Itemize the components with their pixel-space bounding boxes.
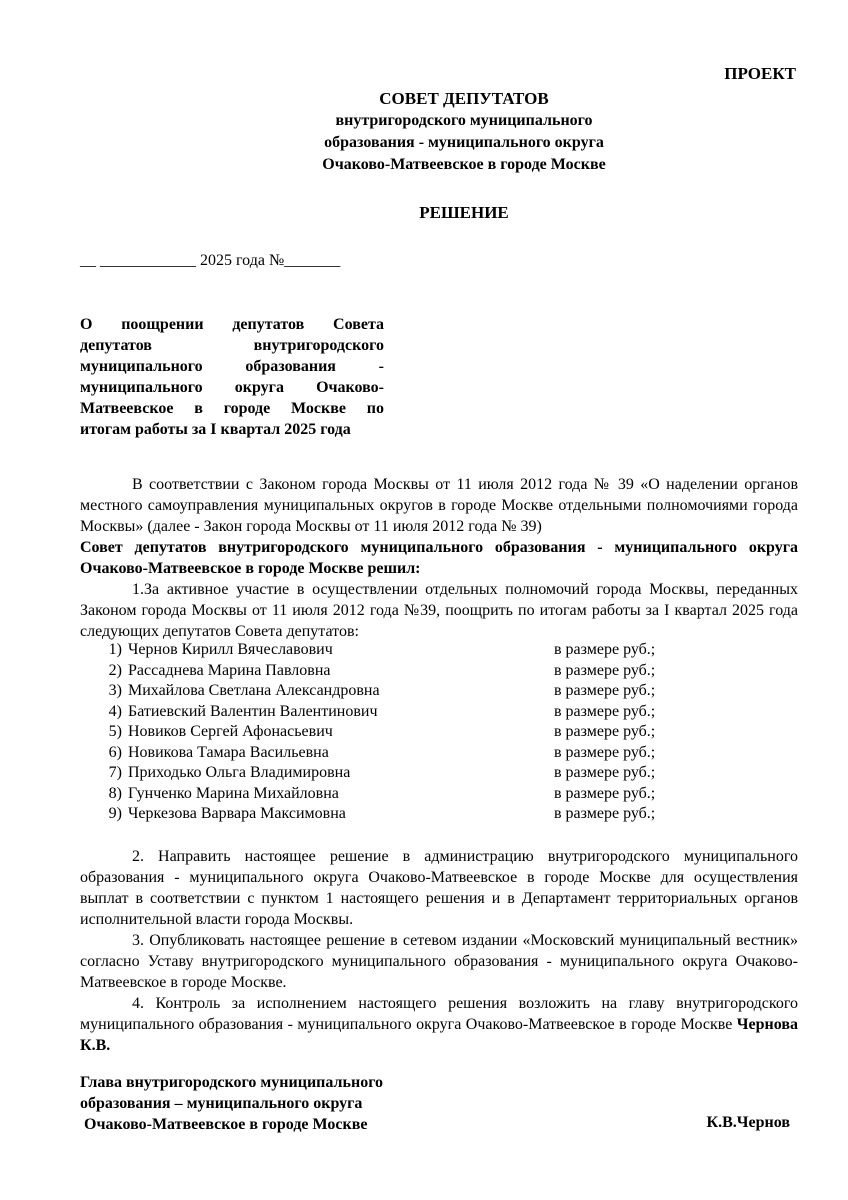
council-header xyxy=(0,88,848,176)
closing-items xyxy=(80,846,798,1056)
preamble xyxy=(80,474,798,642)
deputy-name: Черкезова Варвара Максимовна xyxy=(128,805,346,822)
council-subtitle-line: внутригородского муниципального xyxy=(335,112,593,129)
deputy-amount: в размере руб.; xyxy=(554,723,656,740)
council-subtitle-line: Очаково-Матвеевское в городе Москве xyxy=(322,156,606,173)
signature-block xyxy=(80,1072,383,1135)
subject-line: депутатов внутригородского xyxy=(80,337,384,354)
signatory-title-line: образования – муниципального округа xyxy=(80,1095,363,1112)
subject-line: итогам работы за I квартал 2025 года xyxy=(80,421,351,438)
item-4-text: 4. Контроль за исполнением настоящего решения возложить на главу внутригородского муниципального образования - муниципального округа Очаково-Матвеевское в городе Москве xyxy=(80,995,798,1033)
deputy-name: Батиевский Валентин Валентинович xyxy=(128,702,378,720)
document-type: РЕШЕНИЕ xyxy=(419,203,509,222)
deputy-amount: в размере руб.; xyxy=(554,784,656,802)
subject-line: муниципального образования - xyxy=(80,358,384,375)
item-4-responsible: Чернова К.В. xyxy=(80,1016,798,1054)
item-4 xyxy=(80,993,798,1056)
deputy-amount: в размере руб.; xyxy=(554,702,656,720)
deputies-list xyxy=(80,640,798,825)
council-title: СОВЕТ ДЕПУТАТОВ xyxy=(379,89,549,108)
item-number: 2) xyxy=(108,661,122,679)
item-number: 6) xyxy=(108,743,122,761)
item-number: 7) xyxy=(108,764,122,781)
deputy-amount: в размере руб.; xyxy=(554,661,656,679)
item-number: 1) xyxy=(108,641,122,658)
deputy-name: Чернов Кирилл Вячеславович xyxy=(128,641,333,658)
item-number: 4) xyxy=(108,702,122,720)
preamble-text: В соответствии с Законом города Москвы от 11 июля 2012 года № 39 «О наделении органов местного самоуправления муниципальных округов в городе Москве отдельными полномочиями города Москвы» (далее - Закон города Москвы от 11 июля 2012 года № 39) xyxy=(80,476,798,535)
item-number: 3) xyxy=(108,682,122,699)
signatory-name: К.В.Чернов xyxy=(706,1114,790,1131)
list-item xyxy=(80,640,798,661)
deputy-name: Новиков Сергей Афонасьевич xyxy=(128,723,333,740)
deputy-name: Приходько Ольга Владимировна xyxy=(128,764,351,781)
item-number: 5) xyxy=(108,723,122,740)
item-number: 8) xyxy=(108,784,122,802)
deputy-amount: в размере руб.; xyxy=(554,764,656,781)
date-number-line: __ ____________ 2025 года №_______ xyxy=(80,252,341,269)
item-1-text: 1.За активное участие в осуществлении отдельных полномочий города Москвы, переданных Законом города Москвы от 11 июля 2012 года №39, поощрить по итогам работы за I квартал 2025 года следующих депутатов Совета депутатов: xyxy=(80,581,798,640)
decision-subject xyxy=(80,314,384,440)
list-item xyxy=(80,722,798,743)
council-subtitle-line: образования - муниципального округа xyxy=(324,134,604,151)
deputy-name: Рассаднева Марина Павловна xyxy=(128,661,331,679)
deputy-name: Гунченко Марина Михайловна xyxy=(128,784,339,802)
list-item xyxy=(80,763,798,784)
list-item xyxy=(80,681,798,702)
list-item xyxy=(80,804,798,825)
deputy-amount: в размере руб.; xyxy=(554,682,656,699)
draft-label: ПРОЕКТ xyxy=(724,64,796,83)
deputy-amount: в размере руб.; xyxy=(554,641,656,658)
list-item xyxy=(80,784,798,805)
deputy-name: Михайлова Светлана Александровна xyxy=(128,682,380,699)
preamble-resolution: Совет депутатов внутригородского муниципального образования - муниципального округа Очаково-Матвеевское в городе Москве решил: xyxy=(80,539,798,577)
item-2-text: 2. Направить настоящее решение в администрацию внутригородского муниципального образования - муниципального округа Очаково-Матвеевское в городе Москве для осуществления выплат в соответствии с пунктом 1 настоящего решения и в Департамент территориальных органов исполнительной власти города Москвы. xyxy=(80,848,798,928)
deputy-amount: в размере руб.; xyxy=(554,743,656,761)
subject-line: Матвеевское в городе Москве по xyxy=(80,400,384,417)
signatory-title-line: Глава внутригородского муниципального xyxy=(80,1074,384,1091)
item-number: 9) xyxy=(108,805,122,822)
signatory-title-line: Очаково-Матвеевское в городе Москве xyxy=(80,1116,368,1133)
subject-line: О поощрении депутатов Совета xyxy=(80,316,384,333)
list-item xyxy=(80,702,798,723)
item-3-text: 3. Опубликовать настоящее решение в сетевом издании «Московский муниципальный вестник» согласно Уставу внутригородского муниципального образования - муниципального округа Очаково-Матвеевское в городе Москве. xyxy=(80,932,798,991)
subject-line: муниципального округа Очаково- xyxy=(80,379,384,396)
deputy-name: Новикова Тамара Васильевна xyxy=(128,743,329,761)
deputy-amount: в размере руб.; xyxy=(554,805,656,822)
list-item xyxy=(80,661,798,682)
list-item xyxy=(80,743,798,764)
